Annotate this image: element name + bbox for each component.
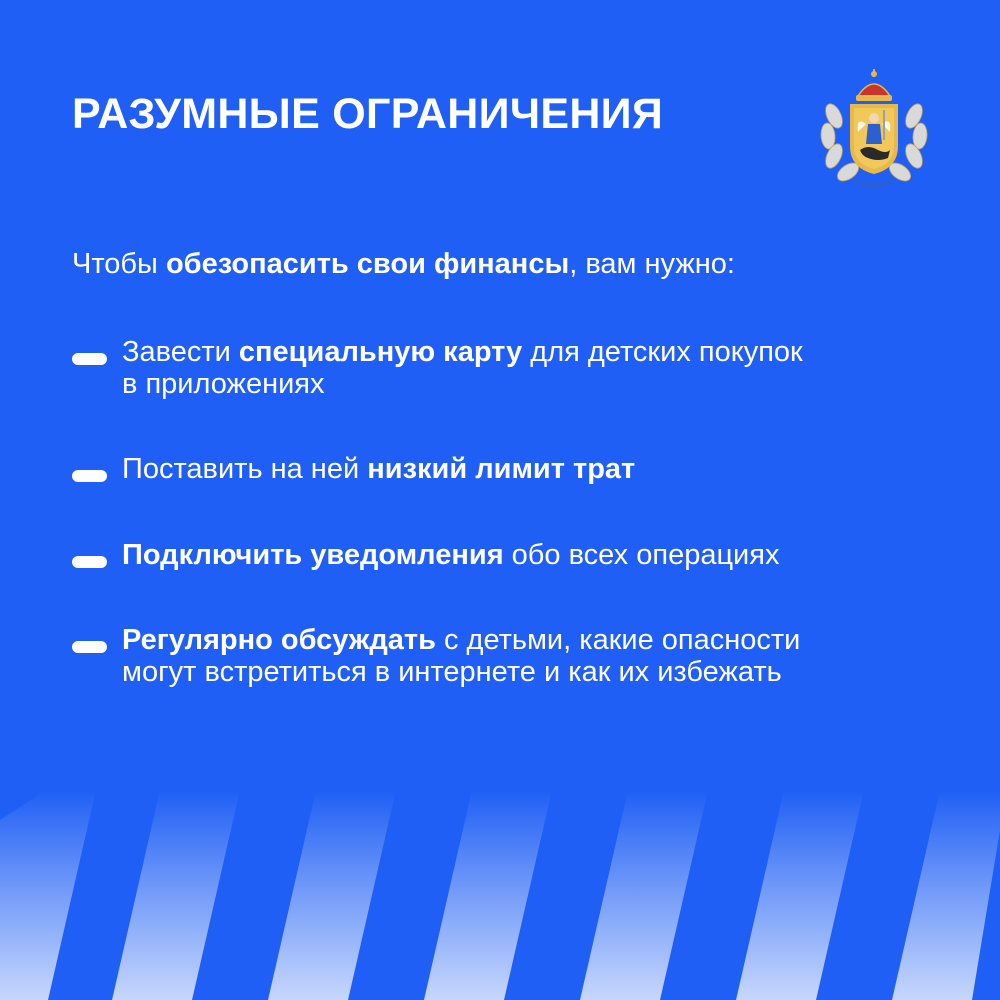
stripe: [580, 790, 708, 1000]
item-text-line2: в приложениях: [122, 368, 325, 400]
decorative-stripes: [0, 790, 1000, 1000]
item-text-before: Завести: [122, 336, 239, 368]
arkhangelsk-coat-of-arms-icon: [812, 66, 936, 190]
page-title: РАЗУМНЫЕ ОГРАНИЧЕНИЯ: [72, 90, 664, 138]
stripe: [424, 790, 552, 1000]
stripe: [112, 790, 240, 1000]
intro-prefix: Чтобы: [72, 248, 166, 280]
item-text-bold: Подключить уведомления: [122, 539, 504, 571]
intro-bold: обезопасить свои финансы: [165, 248, 570, 280]
item-text-after: обо всех операциях: [503, 539, 780, 571]
bullet-icon: [72, 470, 107, 482]
list-item-text: [122, 624, 800, 688]
intro-text: [72, 244, 735, 284]
stripe: [892, 790, 1000, 1000]
stripe: [736, 790, 864, 1000]
stripe: [268, 790, 396, 1000]
intro-suffix: , вам нужно:: [569, 248, 735, 280]
list-item-text: [122, 336, 803, 400]
bullet-icon: [72, 641, 107, 653]
item-text-after: с детьми, какие опасности: [435, 624, 801, 656]
bullet-icon: [72, 556, 107, 568]
item-text-before: Поставить на ней: [122, 453, 368, 485]
list-item-text: [122, 539, 779, 571]
bullet-icon: [72, 353, 107, 365]
item-text-after: для детских покупок: [522, 336, 803, 368]
item-text-bold: Регулярно обсуждать: [122, 624, 436, 656]
stripe: [0, 790, 96, 1000]
item-text-bold: низкий лимит трат: [367, 453, 636, 485]
list-item-text: [122, 453, 635, 485]
item-text-bold: специальную карту: [238, 336, 523, 368]
item-text-line2: могут встретиться в интернете и как их избежать: [122, 656, 782, 688]
